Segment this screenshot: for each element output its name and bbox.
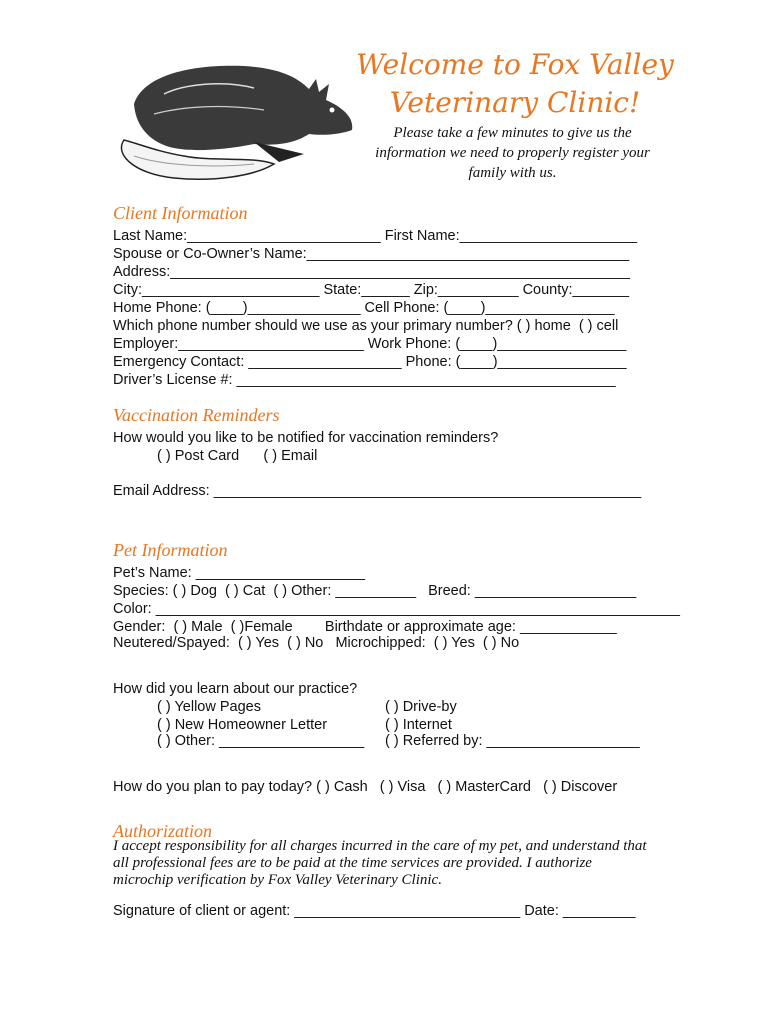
referral-option-yellow-pages[interactable]: ( ) Yellow Pages xyxy=(157,699,261,715)
referral-option-other[interactable]: ( ) Other: __________________ xyxy=(157,733,365,749)
referral-question: How did you learn about our practice? xyxy=(113,681,358,697)
referral-option-homeowner-letter[interactable]: ( ) New Homeowner Letter xyxy=(157,717,328,733)
client-line-employer[interactable]: Employer:_______________________ Work Phone: (____)________________ xyxy=(113,336,627,352)
payment-options[interactable]: How do you plan to pay today? ( ) Cash ( ) Visa ( ) MasterCard ( ) Discover xyxy=(113,779,618,795)
referral-option-referred-by[interactable]: ( ) Referred by: ___________________ xyxy=(385,733,640,749)
authorization-text: I accept responsibility for all charges incurred in the care of my pet, and understand that all professional fees are to be paid at the time services are provided. I authorize microchip verification by Fox Valley Veterinary Clinic. xyxy=(113,838,647,888)
referral-option-internet[interactable]: ( ) Internet xyxy=(385,717,452,733)
pet-line-species[interactable]: Species: ( ) Dog ( ) Cat ( ) Other: __________ Breed: ____________________ xyxy=(113,583,637,599)
pet-line-name[interactable]: Pet’s Name: _____________________ xyxy=(113,565,366,581)
client-line-spouse[interactable]: Spouse or Co-Owner’s Name:________________________________________ xyxy=(113,246,630,262)
vaccination-heading: Vaccination Reminders xyxy=(113,405,280,425)
client-line-emergency[interactable]: Emergency Contact: ___________________ Phone: (____)________________ xyxy=(113,354,627,370)
client-info-heading: Client Information xyxy=(113,203,248,223)
referral-option-drive-by[interactable]: ( ) Drive-by xyxy=(385,699,457,715)
client-line-phones[interactable]: Home Phone: (____)______________ Cell Phone: (____)________________ xyxy=(113,300,615,316)
email-address-field[interactable]: Email Address: _____________________________________________________ xyxy=(113,483,642,499)
client-line-license[interactable]: Driver’s License #: _______________________________________________ xyxy=(113,372,616,388)
intro-text: Please take a few minutes to give us the information we need to properly register your family with us. xyxy=(375,125,650,181)
page-title-line2: Veterinary Clinic! xyxy=(389,86,641,119)
fox-illustration xyxy=(104,44,364,194)
page-title-line1: Welcome to Fox Valley xyxy=(356,48,674,81)
pet-line-neutered[interactable]: Neutered/Spayed: ( ) Yes ( ) No Microchipped: ( ) Yes ( ) No xyxy=(113,635,520,651)
client-line-name[interactable]: Last Name:________________________ First Name:______________________ xyxy=(113,228,638,244)
client-line-primary-phone[interactable]: Which phone number should we use as your primary number? ( ) home ( ) cell xyxy=(113,318,619,334)
signature-line[interactable]: Signature of client or agent: ____________________________ Date: _________ xyxy=(113,903,636,919)
pet-line-gender[interactable]: Gender: ( ) Male ( )Female Birthdate or approximate age: ____________ xyxy=(113,619,617,635)
client-line-address[interactable]: Address:_________________________________________________________ xyxy=(113,264,630,280)
vaccination-question: How would you like to be notified for vaccination reminders? xyxy=(113,430,499,446)
authorization-heading: Authorization xyxy=(113,821,213,841)
vaccination-options[interactable]: ( ) Post Card ( ) Email xyxy=(157,448,318,464)
client-line-city[interactable]: City:______________________ State:______ Zip:__________ County:_______ xyxy=(113,282,630,298)
pet-line-color[interactable]: Color: _________________________________________________________________ xyxy=(113,601,680,617)
pet-info-heading: Pet Information xyxy=(113,540,228,560)
